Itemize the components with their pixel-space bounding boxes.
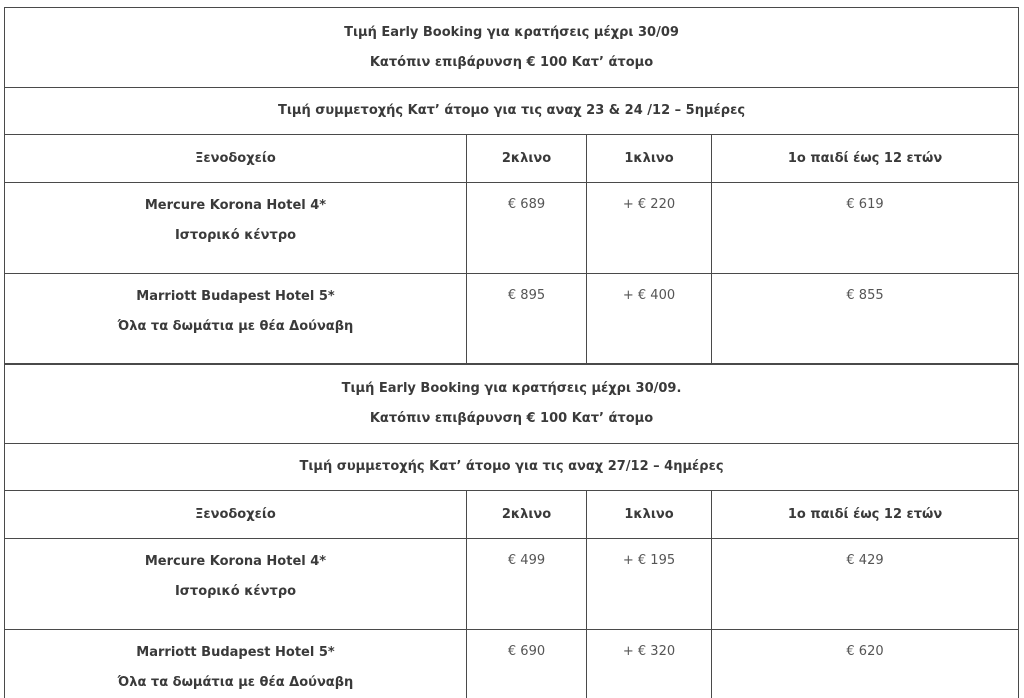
hotel-cell — [5, 630, 467, 698]
table-row — [5, 183, 1019, 274]
hotel-cell — [5, 274, 467, 365]
column-header-single: 1κλινο — [587, 491, 712, 539]
hotel-name: Mercure Korona Hotel 4* — [144, 198, 327, 213]
hotel-note: Ιστορικό κέντρο — [174, 584, 297, 599]
column-header-single: 1κλινο — [587, 135, 712, 183]
price-table-december-23-24 — [4, 7, 1019, 365]
table-row — [5, 539, 1019, 630]
hotel-name: Marriott Budapest Hotel 5* — [136, 289, 335, 304]
price-double: € 895 — [467, 274, 587, 365]
early-booking-deadline: Τιμή Early Booking για κρατήσεις μέχρι 30/09 — [344, 24, 679, 40]
price-single-supplement: + € 220 — [587, 183, 712, 274]
column-header-double: 2κλινο — [467, 135, 587, 183]
price-single-supplement: + € 195 — [587, 539, 712, 630]
hotel-cell — [5, 539, 467, 630]
hotel-name: Mercure Korona Hotel 4* — [144, 554, 327, 569]
price-double: € 690 — [467, 630, 587, 698]
table-row — [5, 630, 1019, 698]
column-header-hotel: Ξενοδοχείο — [5, 135, 467, 183]
column-header-child: 1ο παιδί έως 12 ετών — [712, 491, 1019, 539]
late-surcharge-note: Κατόπιν επιβάρυνση € 100 Κατ’ άτομο — [369, 54, 654, 70]
hotel-note: Όλα τα δωμάτια με θέα Δούναβη — [117, 319, 354, 334]
early-booking-deadline: Τιμή Early Booking για κρατήσεις μέχρι 30/09. — [341, 380, 682, 396]
price-child: € 620 — [712, 630, 1019, 698]
participation-row — [5, 88, 1019, 135]
hotel-name: Marriott Budapest Hotel 5* — [136, 645, 335, 660]
late-surcharge-note: Κατόπιν επιβάρυνση € 100 Κατ’ άτομο — [369, 410, 654, 426]
price-single-supplement: + € 400 — [587, 274, 712, 365]
price-single-supplement: + € 320 — [587, 630, 712, 698]
early-booking-banner — [5, 8, 1019, 88]
table-row — [5, 274, 1019, 365]
price-child: € 855 — [712, 274, 1019, 365]
column-header-child: 1ο παιδί έως 12 ετών — [712, 135, 1019, 183]
early-booking-row — [5, 364, 1019, 444]
early-booking-banner — [5, 364, 1019, 444]
participation-price-title: Τιμή συμμετοχής Κατ’ άτομο για τις αναχ 23 & 24 /12 – 5ημέρες — [5, 88, 1019, 135]
price-child: € 619 — [712, 183, 1019, 274]
hotel-note: Ιστορικό κέντρο — [174, 228, 297, 243]
table-header-row — [5, 135, 1019, 183]
participation-price-title: Τιμή συμμετοχής Κατ’ άτομο για τις αναχ 27/12 – 4ημέρες — [5, 444, 1019, 491]
hotel-note: Όλα τα δωμάτια με θέα Δούναβη — [117, 675, 354, 690]
price-child: € 429 — [712, 539, 1019, 630]
price-double: € 689 — [467, 183, 587, 274]
participation-row — [5, 444, 1019, 491]
table-header-row — [5, 491, 1019, 539]
column-header-hotel: Ξενοδοχείο — [5, 491, 467, 539]
hotel-cell — [5, 183, 467, 274]
price-table-december-27 — [4, 363, 1019, 698]
price-double: € 499 — [467, 539, 587, 630]
early-booking-row — [5, 8, 1019, 88]
column-header-double: 2κλινο — [467, 491, 587, 539]
